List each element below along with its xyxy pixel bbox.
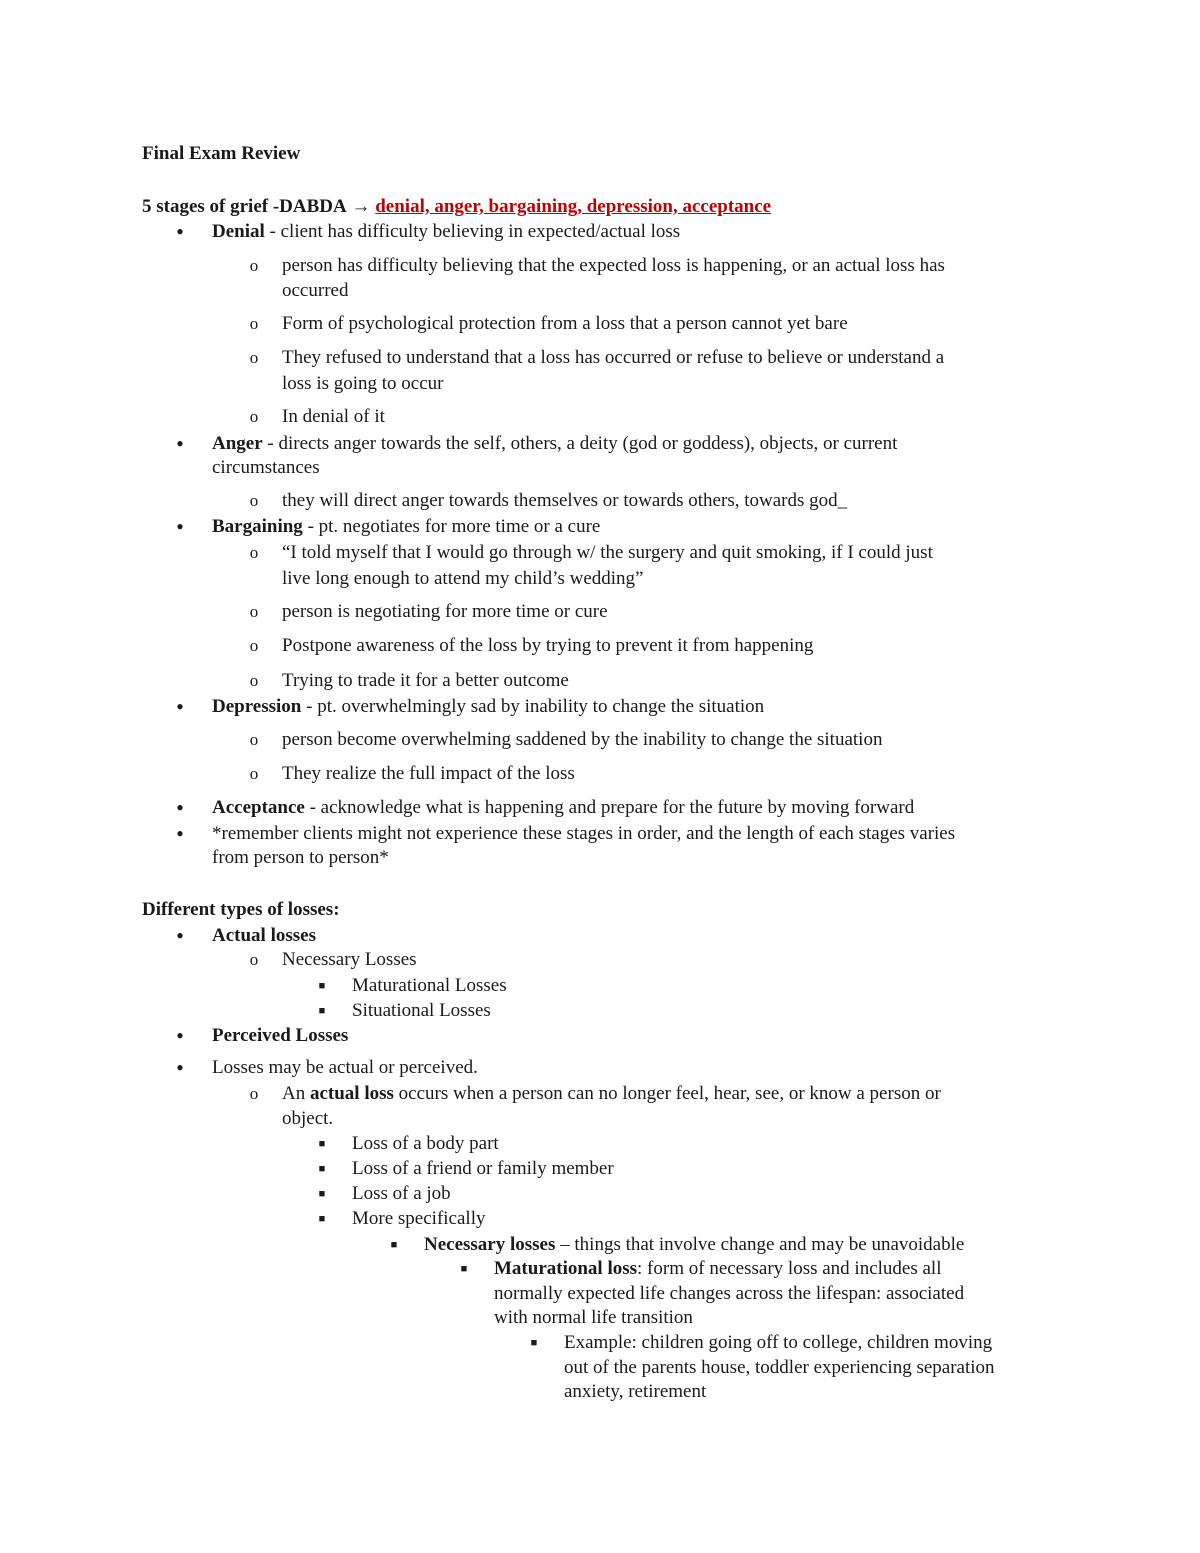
page-title: Final Exam Review (142, 143, 301, 164)
situational-losses: Situational Losses (352, 1000, 491, 1021)
sub-bullet: o (249, 543, 259, 562)
example-text: Example: children going off to college, children moving (564, 1332, 993, 1353)
actual-loss-def-cont: object. (282, 1108, 334, 1129)
bullet: • (176, 431, 184, 456)
sub-bullet: o (249, 764, 259, 783)
depression-sub: They realize the full impact of the loss (282, 763, 575, 784)
maturational-loss-cont: normally expected life changes across the lifespan: associated (494, 1283, 965, 1304)
sub-bullet: o (249, 950, 259, 969)
sub-bullet: o (249, 348, 259, 367)
necessary-losses: Necessary Losses (282, 949, 417, 970)
sub-bullet: o (249, 256, 259, 275)
stage-denial: Denial - client has difficulty believing in expected/actual loss (212, 221, 681, 242)
example-text-cont: anxiety, retirement (564, 1381, 707, 1402)
stage-depression: Depression - pt. overwhelmingly sad by inability to change the situation (212, 696, 765, 717)
bullet: • (176, 923, 184, 948)
anger-desc-cont: circumstances (212, 457, 320, 478)
remember-note-cont: from person to person* (212, 847, 389, 868)
square-bullet: ■ (318, 980, 326, 992)
remember-note: *remember clients might not experience these stages in order, and the length of each stages varies (212, 823, 956, 844)
sub-bullet: o (249, 602, 259, 621)
square-bullet: ■ (530, 1337, 538, 1349)
actual-loss-def: An actual loss occurs when a person can no longer feel, hear, see, or know a person or (282, 1083, 941, 1104)
bargaining-sub-cont: live long enough to attend my child’s wedding” (282, 568, 644, 589)
bullet: • (176, 219, 184, 244)
losses-heading: Different types of losses: (142, 899, 340, 920)
square-bullet: ■ (390, 1239, 398, 1251)
maturational-losses: Maturational Losses (352, 975, 507, 996)
bargaining-sub: Postpone awareness of the loss by trying to prevent it from happening (282, 635, 814, 656)
bullet: • (176, 821, 184, 846)
maturational-loss-def: Maturational loss: form of necessary loss and includes all (494, 1258, 942, 1279)
bargaining-sub: “I told myself that I would go through w/ the surgery and quit smoking, if I could just (282, 542, 933, 563)
sub-bullet: o (249, 314, 259, 333)
denial-sub: In denial of it (282, 406, 385, 427)
bargaining-sub: Trying to trade it for a better outcome (282, 670, 569, 691)
square-bullet: ■ (318, 1138, 326, 1150)
example-item: More specifically (352, 1208, 486, 1229)
square-bullet: ■ (460, 1263, 468, 1275)
anger-sub: they will direct anger towards themselves or towards others, towards god_ (282, 490, 848, 511)
bullet: • (176, 694, 184, 719)
bargaining-sub: person is negotiating for more time or cure (282, 601, 608, 622)
denial-sub: They refused to understand that a loss has occurred or refuse to believe or understand a (282, 347, 945, 368)
square-bullet: ■ (318, 1005, 326, 1017)
sub-bullet: o (249, 491, 259, 510)
example-text-cont: out of the parents house, toddler experiencing separation (564, 1357, 995, 1378)
actual-losses: Actual losses (212, 925, 316, 946)
square-bullet: ■ (318, 1188, 326, 1200)
losses-may-be: Losses may be actual or perceived. (212, 1057, 478, 1078)
sub-bullet: o (249, 730, 259, 749)
square-bullet: ■ (318, 1213, 326, 1225)
sub-bullet: o (249, 636, 259, 655)
denial-sub: person has difficulty believing that the expected loss is happening, or an actual loss has (282, 255, 945, 276)
necessary-losses-def: Necessary losses – things that involve change and may be unavoidable (424, 1234, 965, 1255)
denial-sub-cont: loss is going to occur (282, 373, 444, 394)
square-bullet: ■ (318, 1163, 326, 1175)
sub-bullet: o (249, 407, 259, 426)
perceived-losses: Perceived Losses (212, 1025, 349, 1046)
example-item: Loss of a job (352, 1183, 451, 1204)
stage-bargaining: Bargaining - pt. negotiates for more time or a cure (212, 516, 601, 537)
sub-bullet: o (249, 671, 259, 690)
example-item: Loss of a friend or family member (352, 1158, 614, 1179)
bullet: • (176, 1055, 184, 1080)
bullet: • (176, 1023, 184, 1048)
sub-bullet: o (249, 1084, 259, 1103)
stage-acceptance: Acceptance - acknowledge what is happening and prepare for the future by moving forward (212, 797, 915, 818)
maturational-loss-cont: with normal life transition (494, 1307, 693, 1328)
dabda-expansion: denial, anger, bargaining, depression, acceptance (375, 196, 772, 217)
example-item: Loss of a body part (352, 1133, 499, 1154)
grief-heading: 5 stages of grief -DABDA → denial, anger, bargaining, depression, acceptance (142, 196, 772, 217)
stage-anger: Anger - directs anger towards the self, others, a deity (god or goddess), objects, or current (212, 433, 898, 454)
bullet: • (176, 795, 184, 820)
denial-sub-cont: occurred (282, 280, 349, 301)
depression-sub: person become overwhelming saddened by the inability to change the situation (282, 729, 883, 750)
denial-sub: Form of psychological protection from a loss that a person cannot yet bare (282, 313, 848, 334)
bullet: • (176, 514, 184, 539)
